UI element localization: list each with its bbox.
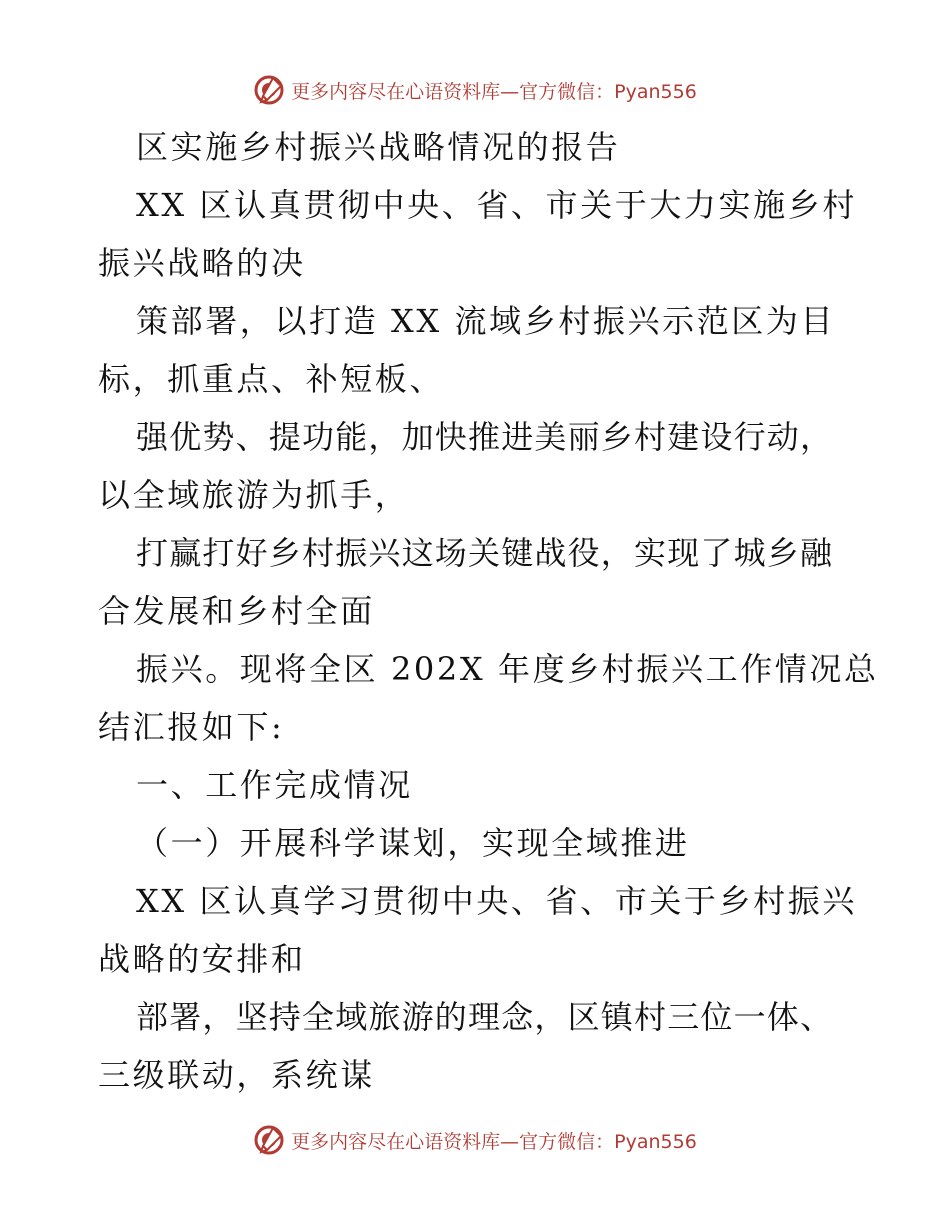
paragraph-line: 振兴战略的决 xyxy=(98,244,306,282)
paragraph-line: 三级联动，系统谋 xyxy=(98,1056,375,1094)
paragraph-line: XX 区认真学习贯彻中央、省、市关于乡村振兴 xyxy=(136,882,857,920)
subsection-heading: （一）开展科学谋划，实现全域推进 xyxy=(136,824,690,862)
pen-seal-logo-icon xyxy=(253,1124,285,1156)
paragraph-line: 结汇报如下: xyxy=(98,708,285,746)
paragraph-line: 合发展和乡村全面 xyxy=(98,592,375,630)
section-heading: 一、工作完成情况 xyxy=(136,766,413,804)
footer-banner xyxy=(0,1120,950,1160)
document-title: 区实施乡村振兴战略情况的报告 xyxy=(136,128,621,166)
header-banner-text: 更多内容尽在心语资料库—官方微信：Pyan556 xyxy=(291,80,697,103)
paragraph-line: 以全域旅游为抓手， xyxy=(98,476,410,514)
paragraph-line: 强优势、提功能，加快推进美丽乡村建设行动， xyxy=(136,418,834,456)
paragraph-line: 战略的安排和 xyxy=(98,940,306,978)
footer-banner-text: 更多内容尽在心语资料库—官方微信：Pyan556 xyxy=(291,1130,697,1153)
paragraph-line: 振兴。现将全区 202X 年度乡村振兴工作情况总 xyxy=(136,650,879,688)
paragraph-line: 策部署，以打造 XX 流域乡村振兴示范区为目 xyxy=(136,302,836,340)
paragraph-line: 部署，坚持全域旅游的理念，区镇村三位一体、 xyxy=(136,998,834,1036)
header-banner xyxy=(0,70,950,110)
paragraph-line: 打赢打好乡村振兴这场关键战役，实现了城乡融 xyxy=(136,534,834,572)
document-body xyxy=(98,118,879,1104)
pen-seal-logo-icon xyxy=(253,74,285,106)
paragraph-line: XX 区认真贯彻中央、省、市关于大力实施乡村 xyxy=(136,186,857,224)
paragraph-line: 标，抓重点、补短板、 xyxy=(98,360,445,398)
